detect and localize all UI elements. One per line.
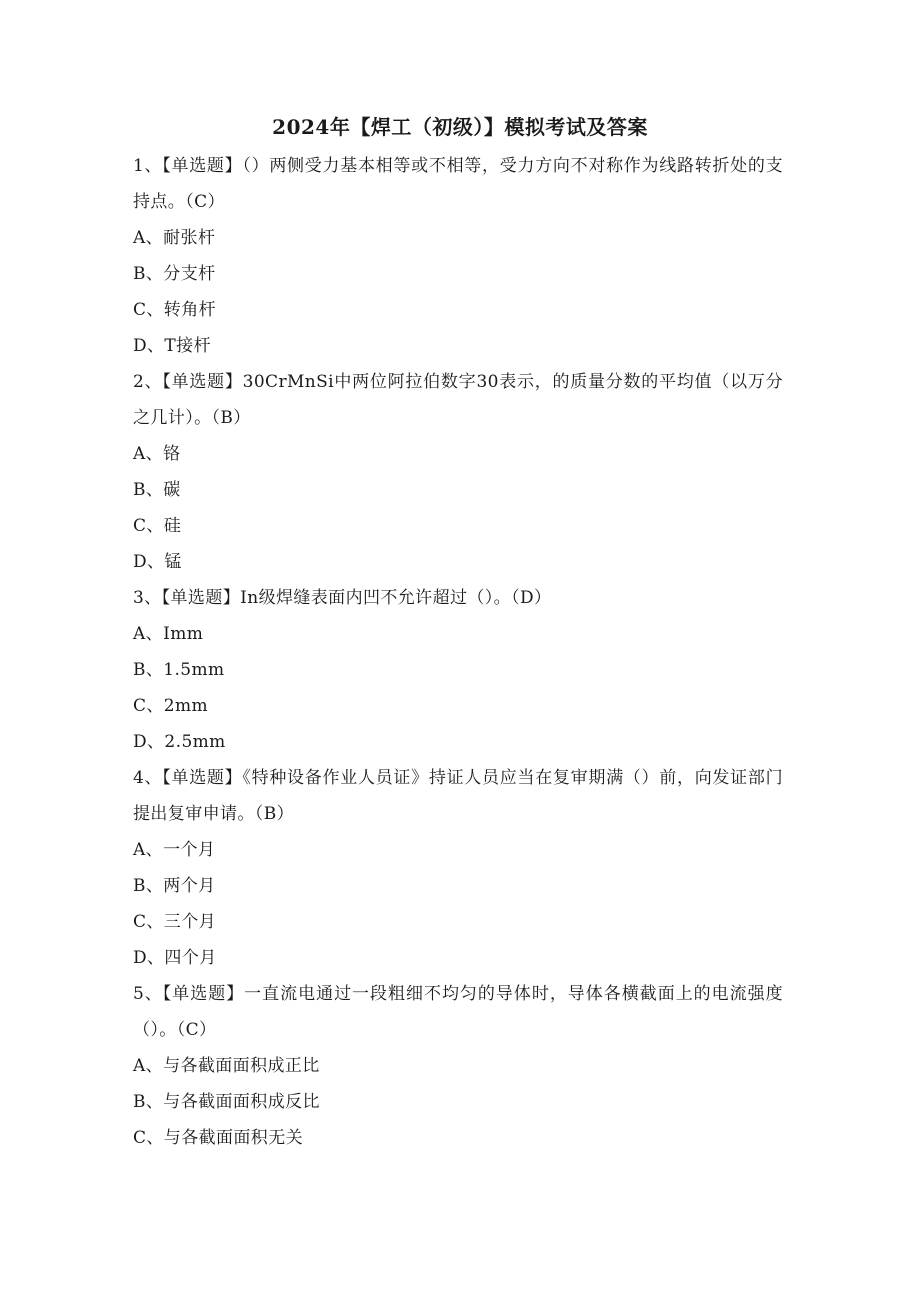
question-stem: 2、【单选题】30CrMnSi中两位阿拉伯数字30表示，的质量分数的平均值（以万分之几计）。（B） [133,372,783,428]
option-b: B、碳 [133,480,181,500]
question-stem: 1、【单选题】（）两侧受力基本相等或不相等，受力方向不对称作为线路转折处的支持点。（C） [133,156,783,212]
question-stem: 5、【单选题】一直流电通过一段粗细不均匀的导体时，导体各横截面上的电流强度（）。（C） [133,984,783,1040]
question-2 [133,364,783,580]
option-b: B、与各截面面积成反比 [133,1092,320,1112]
question-list [133,148,783,1156]
document-title: 2024年【焊工（初级）】模拟考试及答案 [272,115,648,139]
question-5 [133,976,783,1156]
question-stem: 4、【单选题】《特种设备作业人员证》持证人员应当在复审期满（）前，向发证部门提出复审申请。（B） [133,768,783,824]
option-d: D、2.5mm [133,732,226,752]
option-c: C、转角杆 [133,300,217,320]
option-a: A、Imm [133,624,204,644]
option-c: C、三个月 [133,912,217,932]
option-c: C、硅 [133,516,182,536]
option-d: D、四个月 [133,948,217,968]
question-1 [133,148,783,364]
option-d: D、T接杆 [133,336,211,356]
question-stem: 3、【单选题】In级焊缝表面内凹不允许超过（）。（D） [133,588,552,608]
option-d: D、锰 [133,552,182,572]
option-a: A、耐张杆 [133,228,216,248]
option-c: C、2mm [133,696,209,716]
question-3 [133,580,783,760]
option-c: C、与各截面面积无关 [133,1128,304,1148]
option-a: A、铬 [133,444,181,464]
option-a: A、一个月 [133,840,216,860]
option-b: B、1.5mm [133,660,225,680]
question-4 [133,760,783,976]
option-a: A、与各截面面积成正比 [133,1056,320,1076]
option-b: B、两个月 [133,876,216,896]
option-b: B、分支杆 [133,264,216,284]
